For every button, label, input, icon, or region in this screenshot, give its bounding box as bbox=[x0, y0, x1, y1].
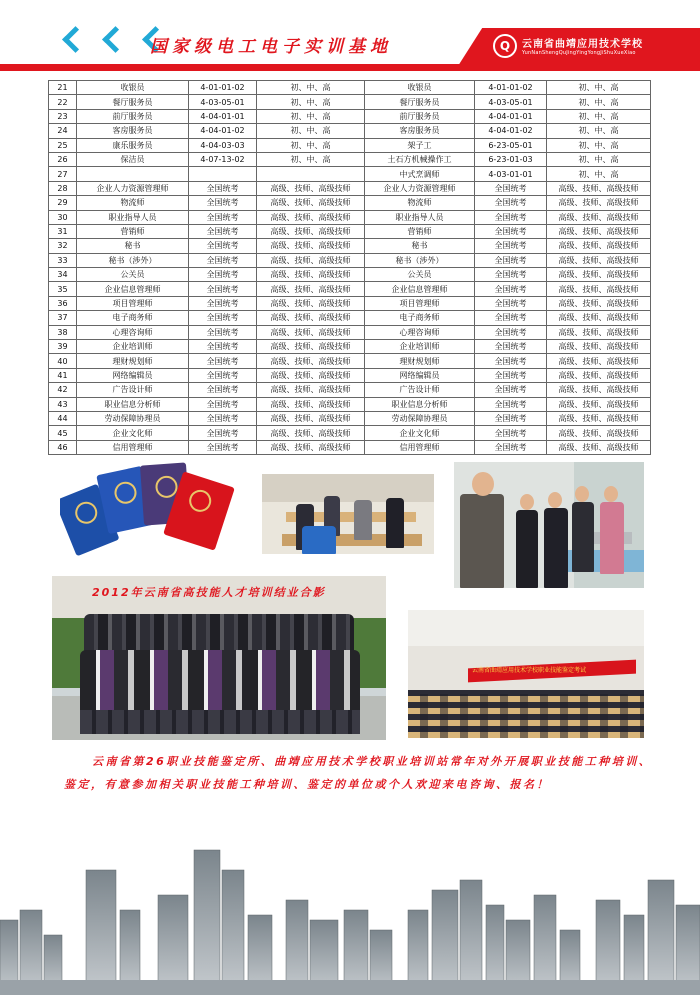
table-cell: 高级、技师、高级技师 bbox=[547, 282, 651, 296]
table-cell: 25 bbox=[49, 138, 77, 152]
table-cell: 保洁员 bbox=[77, 152, 189, 166]
table-cell: 31 bbox=[49, 224, 77, 238]
table-cell: 高级、技师、高级技师 bbox=[547, 397, 651, 411]
table-cell: 4-01-01-02 bbox=[475, 81, 547, 95]
table-cell: 高级、技师、高级技师 bbox=[257, 383, 365, 397]
table-cell: 劳动保障协理员 bbox=[77, 411, 189, 425]
table-row bbox=[49, 354, 651, 368]
table-cell: 全国统考 bbox=[189, 426, 257, 440]
table-cell: 营销师 bbox=[365, 224, 475, 238]
table-cell: 餐厅服务员 bbox=[365, 95, 475, 109]
table-cell: 23 bbox=[49, 109, 77, 123]
table-cell: 企业信息管理师 bbox=[77, 282, 189, 296]
table-cell: 全国统考 bbox=[189, 239, 257, 253]
table-cell: 4-04-01-02 bbox=[475, 124, 547, 138]
exam-hall-photo bbox=[408, 610, 644, 738]
table-cell: 广告设计师 bbox=[77, 383, 189, 397]
school-name-en: YunNanShengQuJingYingYongJiShuXueXiao bbox=[522, 50, 636, 56]
table-cell: 项目管理师 bbox=[365, 296, 475, 310]
table-cell: 全国统考 bbox=[475, 354, 547, 368]
school-logo-icon: Q bbox=[493, 34, 517, 58]
table-cell: 初、中、高 bbox=[547, 167, 651, 181]
table-cell: 企业人力资源管理师 bbox=[77, 181, 189, 195]
table-cell: 高级、技师、高级技师 bbox=[547, 411, 651, 425]
table-cell: 高级、技师、高级技师 bbox=[547, 296, 651, 310]
table-cell: 22 bbox=[49, 95, 77, 109]
table-cell: 全国统考 bbox=[189, 440, 257, 454]
table-cell: 高级、技师、高级技师 bbox=[547, 440, 651, 454]
table-cell: 37 bbox=[49, 311, 77, 325]
table-cell: 高级、技师、高级技师 bbox=[547, 239, 651, 253]
exam-hall-banner: 云南省曲靖应用技术学校职业技能鉴定考试 bbox=[472, 667, 587, 674]
table-row bbox=[49, 426, 651, 440]
table-cell: 初、中、高 bbox=[547, 152, 651, 166]
table-cell: 高级、技师、高级技师 bbox=[257, 411, 365, 425]
table-cell: 职业指导人员 bbox=[365, 210, 475, 224]
table-cell: 初、中、高 bbox=[257, 109, 365, 123]
table-cell: 企业文化师 bbox=[77, 426, 189, 440]
table-cell: 全国统考 bbox=[475, 181, 547, 195]
table-row bbox=[49, 325, 651, 339]
table-cell: 高级、技师、高级技师 bbox=[547, 383, 651, 397]
table-cell: 全国统考 bbox=[475, 253, 547, 267]
table-cell: 32 bbox=[49, 239, 77, 253]
table-cell: 全国统考 bbox=[475, 311, 547, 325]
table-cell: 全国统考 bbox=[475, 383, 547, 397]
table-row bbox=[49, 282, 651, 296]
table-cell: 初、中、高 bbox=[547, 124, 651, 138]
group-photo bbox=[52, 576, 386, 740]
table-cell: 网络编辑员 bbox=[365, 368, 475, 382]
table-cell: 初、中、高 bbox=[547, 95, 651, 109]
table-cell: 高级、技师、高级技师 bbox=[257, 296, 365, 310]
table-cell: 45 bbox=[49, 426, 77, 440]
table-cell: 6-23-05-01 bbox=[475, 138, 547, 152]
table-cell: 高级、技师、高级技师 bbox=[257, 268, 365, 282]
table-cell: 全国统考 bbox=[189, 296, 257, 310]
table-cell: 全国统考 bbox=[189, 181, 257, 195]
table-cell: 35 bbox=[49, 282, 77, 296]
table-cell: 高级、技师、高级技师 bbox=[257, 196, 365, 210]
table-cell: 4-07-13-02 bbox=[189, 152, 257, 166]
table-cell: 4-03-01-01 bbox=[475, 167, 547, 181]
table-row bbox=[49, 224, 651, 238]
table-cell: 高级、技师、高级技师 bbox=[257, 368, 365, 382]
table-row bbox=[49, 411, 651, 425]
table-cell bbox=[77, 167, 189, 181]
table-cell: 全国统考 bbox=[475, 368, 547, 382]
training-room-photo bbox=[262, 474, 434, 554]
table-cell: 初、中、高 bbox=[257, 95, 365, 109]
table-cell: 全国统考 bbox=[189, 368, 257, 382]
table-cell: 广告设计师 bbox=[365, 383, 475, 397]
table-cell bbox=[257, 167, 365, 181]
table-cell: 全国统考 bbox=[475, 224, 547, 238]
table-cell: 46 bbox=[49, 440, 77, 454]
table-row bbox=[49, 124, 651, 138]
table-cell: 秘书 bbox=[365, 239, 475, 253]
table-cell: 全国统考 bbox=[189, 282, 257, 296]
table-row bbox=[49, 311, 651, 325]
table-row bbox=[49, 397, 651, 411]
table-row bbox=[49, 383, 651, 397]
table-cell: 4-01-01-02 bbox=[189, 81, 257, 95]
table-cell: 高级、技师、高级技师 bbox=[547, 311, 651, 325]
table-row bbox=[49, 368, 651, 382]
table-cell: 高级、技师、高级技师 bbox=[257, 340, 365, 354]
table-cell: 高级、技师、高级技师 bbox=[547, 253, 651, 267]
table-cell: 4-04-01-02 bbox=[189, 124, 257, 138]
table-cell: 全国统考 bbox=[189, 325, 257, 339]
table-cell: 秘书（涉外） bbox=[77, 253, 189, 267]
table-cell: 40 bbox=[49, 354, 77, 368]
table-row bbox=[49, 109, 651, 123]
table-cell: 初、中、高 bbox=[257, 81, 365, 95]
table-cell: 43 bbox=[49, 397, 77, 411]
table-cell: 收银员 bbox=[77, 81, 189, 95]
school-name: 云南省曲靖应用技术学校 bbox=[522, 39, 643, 50]
table-cell: 高级、技师、高级技师 bbox=[547, 426, 651, 440]
table-row bbox=[49, 253, 651, 267]
table-cell: 网络编辑员 bbox=[77, 368, 189, 382]
table-cell: 初、中、高 bbox=[257, 124, 365, 138]
table-cell: 企业人力资源管理师 bbox=[365, 181, 475, 195]
table-cell: 高级、技师、高级技师 bbox=[547, 325, 651, 339]
table-cell: 电子商务师 bbox=[365, 311, 475, 325]
table-cell: 前厅服务员 bbox=[77, 109, 189, 123]
table-cell: 公关员 bbox=[77, 268, 189, 282]
table-cell: 前厅服务员 bbox=[365, 109, 475, 123]
table-cell: 全国统考 bbox=[189, 397, 257, 411]
table-cell: 高级、技师、高级技师 bbox=[547, 268, 651, 282]
table-cell: 高级、技师、高级技师 bbox=[547, 181, 651, 195]
table-cell: 秘书 bbox=[77, 239, 189, 253]
table-cell: 全国统考 bbox=[475, 397, 547, 411]
table-row bbox=[49, 138, 651, 152]
table-cell: 全国统考 bbox=[475, 440, 547, 454]
table-cell: 企业信息管理师 bbox=[365, 282, 475, 296]
page-header bbox=[0, 0, 700, 74]
table-cell: 高级、技师、高级技师 bbox=[547, 196, 651, 210]
table-cell: 收银员 bbox=[365, 81, 475, 95]
table-cell: 职业信息分析师 bbox=[365, 397, 475, 411]
table-row bbox=[49, 210, 651, 224]
table-cell: 高级、技师、高级技师 bbox=[257, 325, 365, 339]
table-cell: 土石方机械操作工 bbox=[365, 152, 475, 166]
table-cell: 初、中、高 bbox=[257, 138, 365, 152]
table-cell: 21 bbox=[49, 81, 77, 95]
table-cell: 理财规划师 bbox=[77, 354, 189, 368]
table-cell: 初、中、高 bbox=[257, 152, 365, 166]
table-cell: 34 bbox=[49, 268, 77, 282]
table-cell: 高级、技师、高级技师 bbox=[257, 426, 365, 440]
table-cell: 高级、技师、高级技师 bbox=[257, 210, 365, 224]
table-cell: 初、中、高 bbox=[547, 81, 651, 95]
table-cell: 4-04-01-01 bbox=[475, 109, 547, 123]
notice-text: 云南省第26职业技能鉴定所、曲靖应用技术学校职业培训站常年对外开展职业技能工种培训、鉴定，有意参加相关职业技能工种培训、鉴定的单位或个人欢迎来电咨询、报名！ bbox=[64, 755, 653, 791]
table-cell: 客房服务员 bbox=[77, 124, 189, 138]
table-cell bbox=[189, 167, 257, 181]
table-cell: 24 bbox=[49, 124, 77, 138]
table-cell: 高级、技师、高级技师 bbox=[547, 224, 651, 238]
table-cell: 高级、技师、高级技师 bbox=[257, 397, 365, 411]
city-skyline-illustration bbox=[0, 840, 700, 995]
table-cell: 28 bbox=[49, 181, 77, 195]
table-cell: 公关员 bbox=[365, 268, 475, 282]
table-cell: 全国统考 bbox=[189, 196, 257, 210]
occupation-table bbox=[48, 80, 651, 455]
table-cell: 中式烹调师 bbox=[365, 167, 475, 181]
table-cell: 企业培训师 bbox=[77, 340, 189, 354]
table-cell: 6-23-01-03 bbox=[475, 152, 547, 166]
table-cell: 劳动保障协理员 bbox=[365, 411, 475, 425]
chevron-left-icon bbox=[62, 26, 89, 53]
table-row bbox=[49, 181, 651, 195]
table-cell: 营销师 bbox=[77, 224, 189, 238]
table-cell: 39 bbox=[49, 340, 77, 354]
table-cell: 职业指导人员 bbox=[77, 210, 189, 224]
certificates-photo bbox=[60, 462, 246, 560]
table-cell: 4-03-05-01 bbox=[475, 95, 547, 109]
table-cell: 高级、技师、高级技师 bbox=[547, 210, 651, 224]
table-cell: 44 bbox=[49, 411, 77, 425]
table-cell: 36 bbox=[49, 296, 77, 310]
table-cell: 初、中、高 bbox=[547, 138, 651, 152]
table-cell: 41 bbox=[49, 368, 77, 382]
table-cell: 信用管理师 bbox=[77, 440, 189, 454]
table-cell: 27 bbox=[49, 167, 77, 181]
table-cell: 全国统考 bbox=[189, 383, 257, 397]
table-cell: 高级、技师、高级技师 bbox=[257, 440, 365, 454]
table-cell: 信用管理师 bbox=[365, 440, 475, 454]
table-cell: 全国统考 bbox=[189, 268, 257, 282]
table-cell: 高级、技师、高级技师 bbox=[257, 224, 365, 238]
table-cell: 29 bbox=[49, 196, 77, 210]
table-cell: 高级、技师、高级技师 bbox=[257, 311, 365, 325]
table-cell: 38 bbox=[49, 325, 77, 339]
table-cell: 全国统考 bbox=[475, 340, 547, 354]
practice-photo bbox=[454, 462, 644, 588]
table-cell: 42 bbox=[49, 383, 77, 397]
table-cell: 高级、技师、高级技师 bbox=[547, 354, 651, 368]
table-cell: 全国统考 bbox=[189, 411, 257, 425]
table-cell: 全国统考 bbox=[475, 296, 547, 310]
table-row bbox=[49, 296, 651, 310]
table-cell: 架子工 bbox=[365, 138, 475, 152]
table-cell: 33 bbox=[49, 253, 77, 267]
table-cell: 电子商务师 bbox=[77, 311, 189, 325]
table-cell: 全国统考 bbox=[475, 210, 547, 224]
table-cell: 26 bbox=[49, 152, 77, 166]
table-cell: 物流师 bbox=[365, 196, 475, 210]
table-cell: 全国统考 bbox=[475, 196, 547, 210]
table-cell: 全国统考 bbox=[189, 224, 257, 238]
group-photo-caption: 2012年云南省高技能人才培训结业合影 bbox=[92, 586, 326, 599]
table-cell: 全国统考 bbox=[189, 354, 257, 368]
table-cell: 高级、技师、高级技师 bbox=[547, 340, 651, 354]
table-cell: 餐厅服务员 bbox=[77, 95, 189, 109]
table-row bbox=[49, 152, 651, 166]
table-cell: 全国统考 bbox=[189, 340, 257, 354]
table-cell: 初、中、高 bbox=[547, 109, 651, 123]
table-cell: 4-03-05-01 bbox=[189, 95, 257, 109]
table-cell: 心理咨询师 bbox=[77, 325, 189, 339]
table-cell: 全国统考 bbox=[475, 426, 547, 440]
table-cell: 高级、技师、高级技师 bbox=[547, 368, 651, 382]
table-row bbox=[49, 440, 651, 454]
page-title: 国家级电工电子实训基地 bbox=[150, 37, 392, 57]
table-cell: 理财规划师 bbox=[365, 354, 475, 368]
table-row bbox=[49, 340, 651, 354]
table-cell: 30 bbox=[49, 210, 77, 224]
table-cell: 项目管理师 bbox=[77, 296, 189, 310]
table-cell: 客房服务员 bbox=[365, 124, 475, 138]
table-cell: 职业信息分析师 bbox=[77, 397, 189, 411]
table-cell: 高级、技师、高级技师 bbox=[257, 239, 365, 253]
table-cell: 企业培训师 bbox=[365, 340, 475, 354]
table-row bbox=[49, 239, 651, 253]
table-cell: 高级、技师、高级技师 bbox=[257, 354, 365, 368]
chevron-left-icon bbox=[102, 26, 129, 53]
table-cell: 4-04-03-03 bbox=[189, 138, 257, 152]
table-cell: 高级、技师、高级技师 bbox=[257, 282, 365, 296]
table-row bbox=[49, 167, 651, 181]
table-cell: 心理咨询师 bbox=[365, 325, 475, 339]
table-cell: 全国统考 bbox=[189, 311, 257, 325]
table-cell: 物流师 bbox=[77, 196, 189, 210]
table-cell: 秘书（涉外） bbox=[365, 253, 475, 267]
table-row bbox=[49, 196, 651, 210]
table-cell: 全国统考 bbox=[475, 239, 547, 253]
table-cell: 全国统考 bbox=[475, 325, 547, 339]
table-row bbox=[49, 95, 651, 109]
table-row bbox=[49, 81, 651, 95]
table-cell: 全国统考 bbox=[189, 253, 257, 267]
table-cell: 全国统考 bbox=[475, 411, 547, 425]
table-cell: 全国统考 bbox=[475, 282, 547, 296]
table-cell: 全国统考 bbox=[475, 268, 547, 282]
table-cell: 高级、技师、高级技师 bbox=[257, 181, 365, 195]
table-cell: 全国统考 bbox=[189, 210, 257, 224]
table-row bbox=[49, 268, 651, 282]
table-cell: 企业文化师 bbox=[365, 426, 475, 440]
table-cell: 康乐服务员 bbox=[77, 138, 189, 152]
table-cell: 4-04-01-01 bbox=[189, 109, 257, 123]
table-cell: 高级、技师、高级技师 bbox=[257, 253, 365, 267]
